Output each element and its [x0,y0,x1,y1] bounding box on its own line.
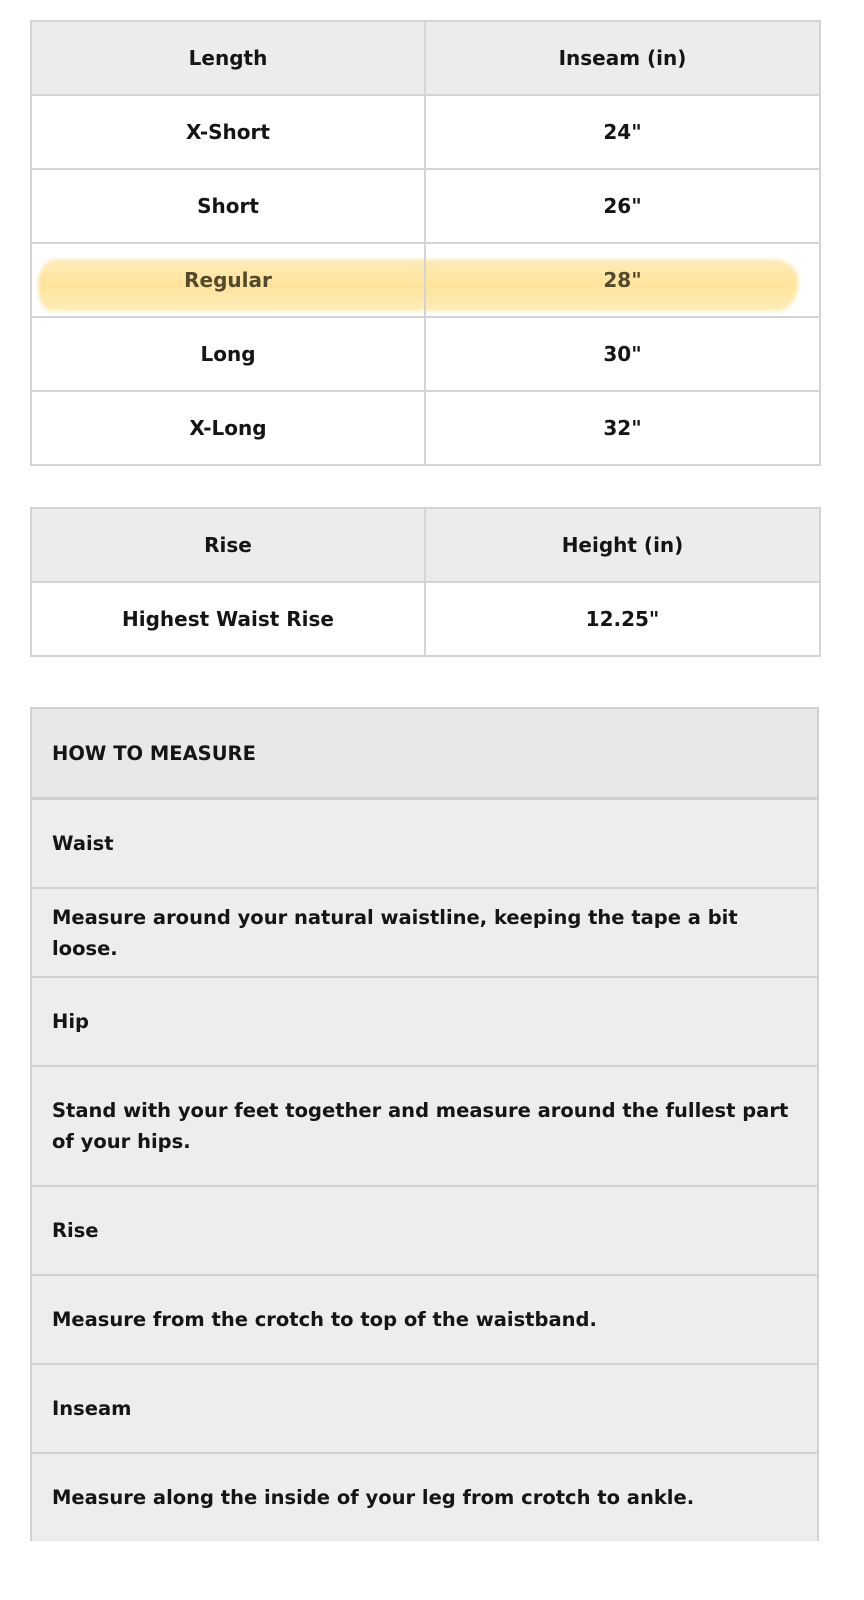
inseam-cell: 30" [425,317,820,391]
table-row [31,582,820,656]
table-row [31,391,820,465]
measure-label-row [31,1364,818,1453]
measure-text-row [31,888,818,977]
how-to-measure-title: HOW TO MEASURE [31,708,818,799]
table-header-row [31,508,820,582]
length-cell-text: Regular [184,268,272,292]
measure-label-row [31,799,818,889]
length-cell: Long [31,317,425,391]
measure-text-rise: Measure from the crotch to top of the waistband. [31,1275,818,1364]
inseam-cell: 24" [425,95,820,169]
height-cell: 12.25" [425,582,820,656]
measure-text-hip: Stand with your feet together and measure around the fullest part of your hips. [31,1066,818,1186]
table-row-highlighted [31,243,820,317]
length-cell: X-Long [31,391,425,465]
table-row [31,95,820,169]
measure-text-row [31,1453,818,1541]
rise-size-table [30,507,821,657]
column-header-length: Length [31,21,425,95]
length-cell: Short [31,169,425,243]
inseam-cell-text: 28" [603,268,642,292]
column-header-rise: Rise [31,508,425,582]
rise-cell: Highest Waist Rise [31,582,425,656]
length-cell [31,243,425,317]
table-row [31,169,820,243]
how-to-measure-table [30,707,819,1541]
inseam-cell [425,243,820,317]
measure-label-row [31,977,818,1066]
measure-label-rise: Rise [31,1186,818,1275]
measure-label-waist: Waist [31,799,818,889]
table-row [31,317,820,391]
measure-text-waist: Measure around your natural waistline, keeping the tape a bit loose. [31,888,818,977]
length-cell: X-Short [31,95,425,169]
measure-text-row [31,1275,818,1364]
inseam-cell: 32" [425,391,820,465]
inseam-cell: 26" [425,169,820,243]
column-header-height: Height (in) [425,508,820,582]
column-header-inseam: Inseam (in) [425,21,820,95]
measure-text-inseam: Measure along the inside of your leg from crotch to ankle. [31,1453,818,1541]
measure-text-row [31,1066,818,1186]
measure-label-row [31,1186,818,1275]
measure-label-inseam: Inseam [31,1364,818,1453]
length-size-table [30,20,821,466]
measure-label-hip: Hip [31,977,818,1066]
how-to-measure-header-row [31,708,818,799]
table-header-row [31,21,820,95]
